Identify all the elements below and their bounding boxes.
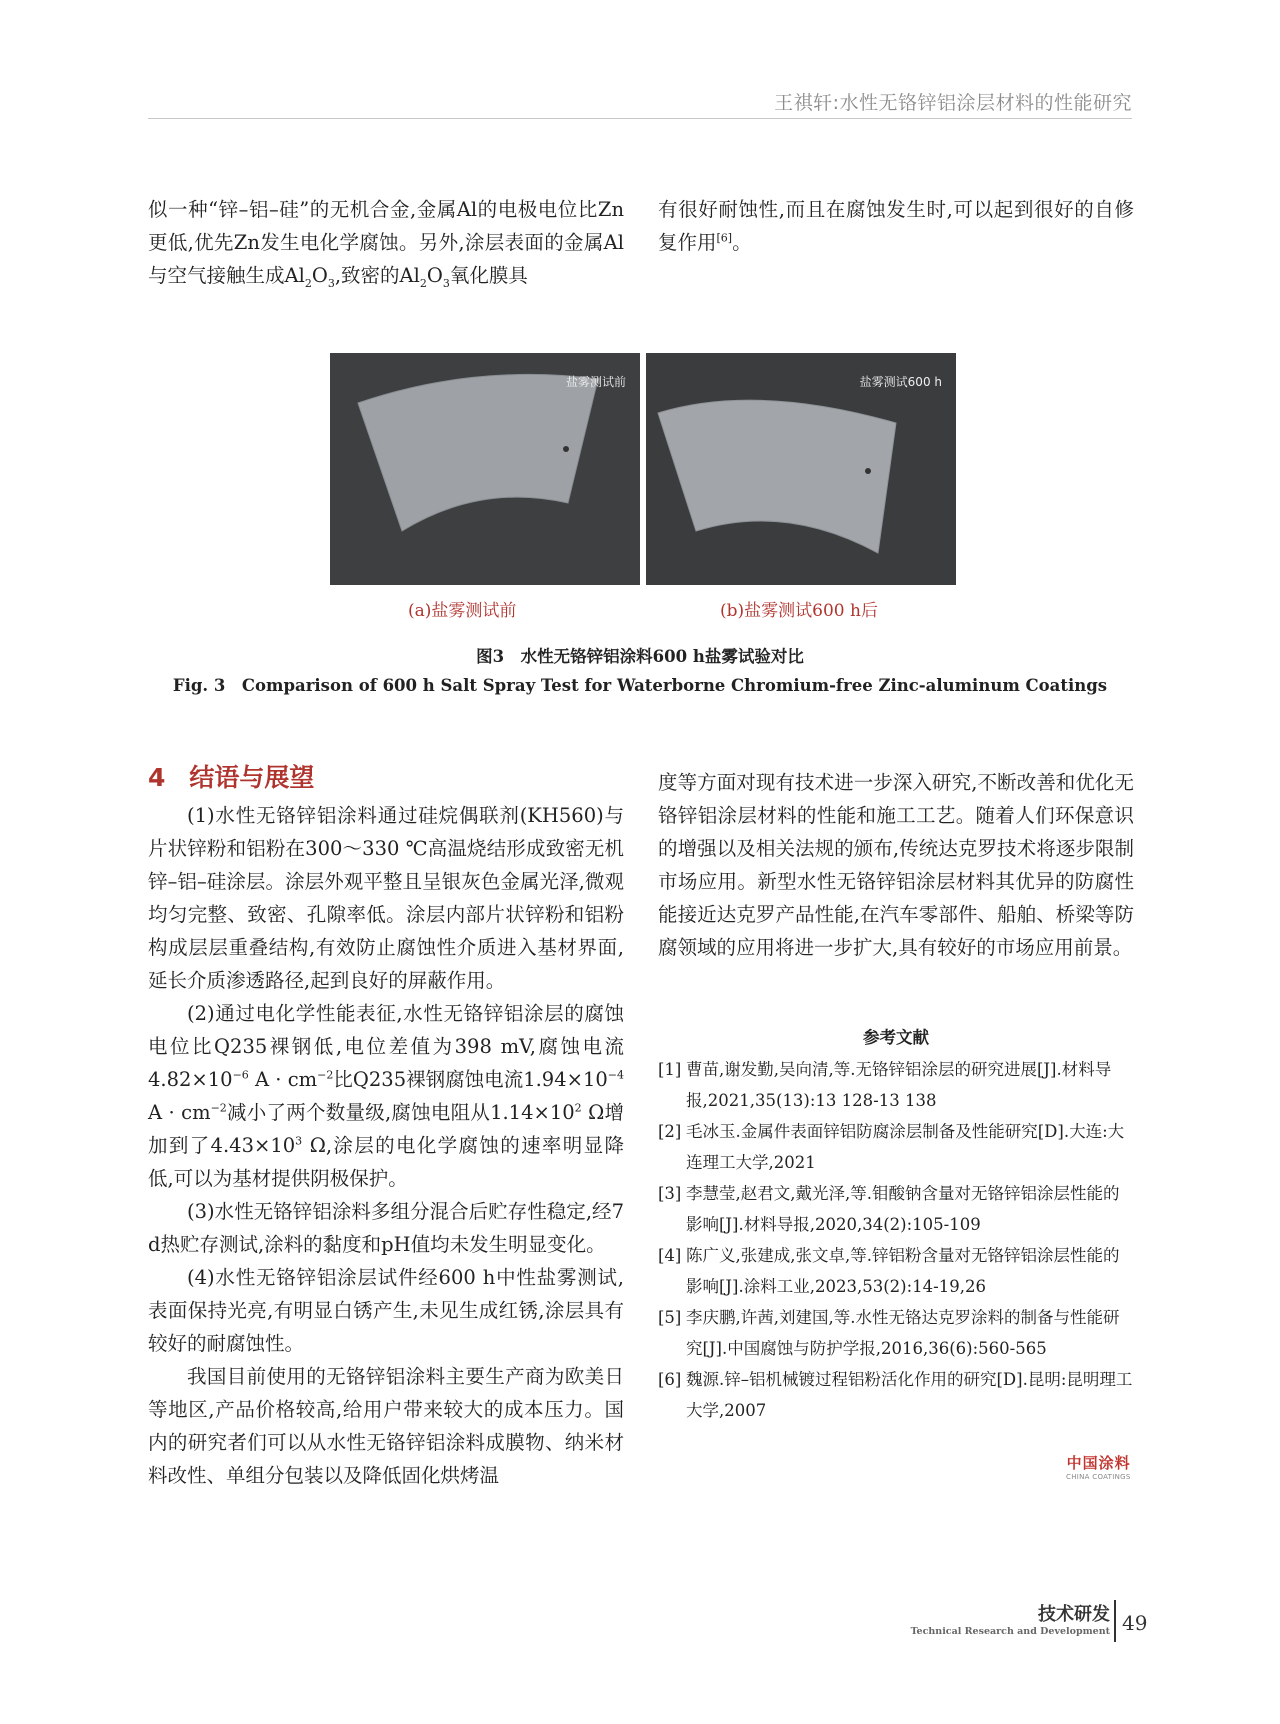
page-number: 49 [1122, 1611, 1148, 1635]
photo-after-test [646, 353, 956, 585]
reference-item: [1] 曹苗,谢发勤,吴向清,等.无铬锌铝涂层的研究进展[J].材料导报,2021,35(13):13 128-13 138 [658, 1060, 1112, 1110]
section-heading [148, 758, 338, 794]
text-line [148, 193, 624, 292]
subscript: 3 [327, 276, 335, 290]
conclusions-right-column [658, 766, 1134, 964]
reference-list [658, 1054, 1134, 1426]
footer-section-label [911, 1600, 1110, 1637]
text-segment: O [426, 264, 443, 287]
conclusions-left-column [148, 799, 624, 1492]
text-segment: 氧化膜具 [449, 264, 528, 287]
conclusion-paragraph-4: (4)水性无铬锌铝涂层试件经600 h中性盐雾测试,表面保持光亮,有明显白锈产生,未见生成红锈,涂层具有较好的耐腐蚀性。 [148, 1266, 624, 1355]
reference-item: [3] 李慧莹,赵君文,戴光泽,等.钼酸钠含量对无铬锌铝涂层性能的影响[J].材料导报,2020,34(2):105-109 [658, 1184, 1120, 1234]
section-title: 结语与展望 [189, 763, 315, 792]
text-segment: 似一种“锌–铝–硅”的无机合金,金属Al的电极电位比 [148, 198, 598, 221]
footer-section-cn: 技术研发 [1038, 1604, 1110, 1625]
header-rule [148, 118, 1132, 119]
reference-item: [4] 陈广义,张建成,张文卓,等.锌铝粉含量对无铬锌铝涂层性能的影响[J].涂料工业,2023,53(2):14-19,26 [658, 1246, 1120, 1296]
text-segment: 金属Al与空气接触生成Al [148, 231, 624, 287]
logo-text-en: CHINA COATINGS [1066, 1473, 1131, 1481]
conclusion-paragraph-2: (2)通过电化学性能表征,水性无铬锌铝涂层的腐蚀电位比Q235裸钢低,电位差值为398 mV,腐蚀电流$4.82\times 10^{-6}$ $A \cdot cm^{-2}$比Q235裸钢腐蚀电流$1.94\times 10^{-4}$ $A \cdot cm^{-2}$减小了两个数量级,腐蚀电阻从$1.14\times 10^2$ Ω增加到了$4.43\times 10^3$ Ω,涂层的电化学腐蚀的速率明显降低,可以为基材提供阴极保护。 [148, 1002, 624, 1190]
photo-tag-after: 盐雾测试600 h [859, 375, 942, 389]
text-segment: Zn更低,优先Zn发生电化学腐蚀。另外,涂层表面的 [148, 198, 624, 254]
subcaption-b: (b)盐雾测试600 h后 [720, 601, 878, 621]
conclusion-paragraph-5-cont: 度等方面对现有技术进一步深入研究,不断改善和优化无铬锌铝涂层材料的性能和施工工艺。随着人们环保意识的增强以及相关法规的颁布,传统达克罗技术将逐步限制市场应用。新型水性无铬锌铝涂层材料其优异的防腐性能接近达克罗产品性能,在汽车零部件、船舶、桥梁等防腐领域的应用将进一步扩大,具有较好的市场应用前景。 [658, 771, 1134, 959]
logo-text-cn: 中国涂料 [1066, 1454, 1131, 1472]
subscript: 3 [442, 276, 450, 290]
subscript: 2 [419, 276, 427, 290]
text-segment: ,致密的Al [334, 264, 420, 287]
subscript: 2 [304, 276, 312, 290]
figure-caption-cn: 图3 水性无铬锌铝涂料600 h盐雾试验对比 [476, 647, 804, 666]
top-right-paragraph [658, 193, 1134, 259]
conclusion-paragraph-1: (1)水性无铬锌铝涂料通过硅烷偶联剂(KH560)与片状锌粉和铝粉在300～330 ℃高温烧结形成致密无机锌–铝–硅涂层。涂层外观平整且呈银灰色金属光泽,微观均匀完整、致密、孔隙率低。涂层内部片状锌粉和铝粉构成层层重叠结构,有效防止腐蚀性介质进入基材界面,延长介质渗透路径,起到良好的屏蔽作用。 [148, 804, 624, 992]
text-segment: 。 [732, 231, 752, 254]
china-coatings-logo [1066, 1452, 1131, 1481]
text-segment: 有很好耐蚀性,而且在腐蚀发生时,可以起到很好的自修复作用 [658, 198, 1134, 254]
conclusion-paragraph-5: 我国目前使用的无铬锌铝涂料主要生产商为欧美日等地区,产品价格较高,给用户带来较大的成本压力。国内的研究者们可以从水性无铬锌铝涂料成膜物、纳米材料改性、单组分包装以及降低固化烘烤温 [148, 1365, 624, 1487]
photo-before-test [330, 353, 640, 585]
top-left-paragraph [148, 193, 624, 292]
reference-item: [5] 李庆鹏,许茜,刘建国,等.水性无铬达克罗涂料的制备与性能研究[J].中国腐蚀与防护学报,2016,36(6):560-565 [658, 1308, 1120, 1358]
citation[interactable]: [6] [716, 231, 733, 245]
reference-item: [2] 毛冰玉.金属件表面锌铝防腐涂层制备及性能研究[D].大连:大连理工大学,2021 [658, 1122, 1125, 1172]
footer-divider [1114, 1600, 1116, 1642]
figure-caption-en: Fig. 3 Comparison of 600 h Salt Spray Test for Waterborne Chromium-free Zinc-aluminum Coatings [172, 676, 1108, 695]
section-number: 4 [148, 763, 166, 792]
conclusion-paragraph-3: (3)水性无铬锌铝涂料多组分混合后贮存性稳定,经7 d热贮存测试,涂料的黏度和pH值均未发生明显变化。 [148, 1200, 624, 1256]
footer-section-en: Technical Research and Development [910, 1626, 1110, 1637]
text-segment: O [311, 264, 328, 287]
running-header: 王祺轩:水性无铬锌铝涂层材料的性能研究 [774, 92, 1132, 114]
subcaption-a: (a)盐雾测试前 [408, 601, 517, 621]
figure-3 [330, 353, 956, 585]
references-title: 参考文献 [863, 1028, 929, 1047]
reference-item: [6] 魏源.锌–铝机械镀过程铝粉活化作用的研究[D].昆明:昆明理工大学,2007 [658, 1370, 1133, 1420]
photo-tag-before: 盐雾测试前 [565, 375, 626, 389]
